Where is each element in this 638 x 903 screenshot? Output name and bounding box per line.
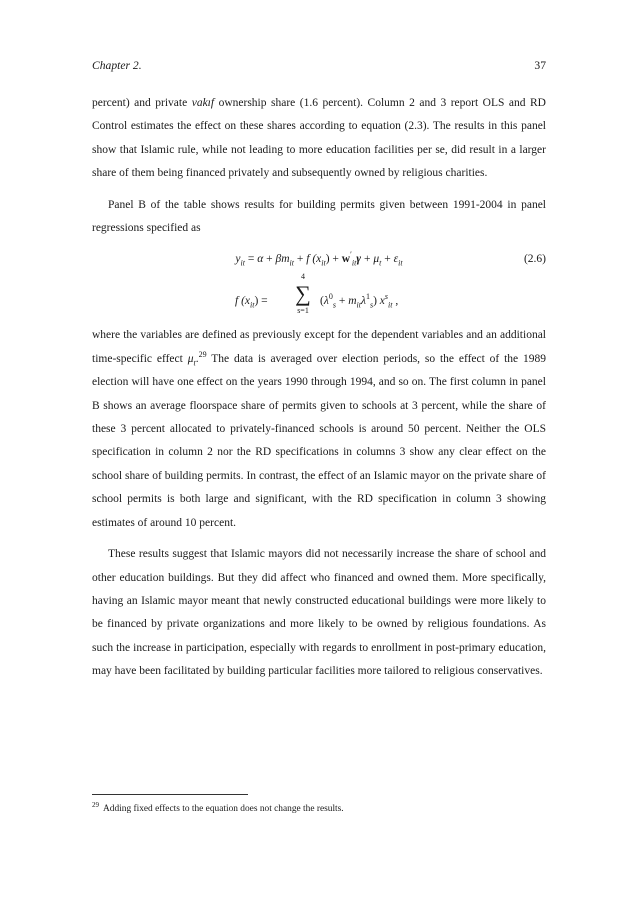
summation-symbol: 4 ∑ s=1 [295,272,311,316]
paragraph-2: Panel B of the table shows results for building permits given between 1991-2004 in panel regressions specified as [92,198,546,235]
paragraph-3: where the variables are defined as previously except for the dependent variables and an additional time-specific effect $\mu_t.^{29}$ The data is averaged over election periods, so the effect of the 1989 election will have one effect on the years 1990 through 1994, and so on. The first column in panel B shows an average floorspace share of permits given to schools at 3 percent, while the share of these 3 percent allocated to privately-financed schools is around 50 percent. Neither the OLS specification in column 2 nor the RD specifications in columns 3 show any clear effect on the school share of building permits. In contrast, the effect of an Islamic mayor on the private share of school permits is both large and significant, with the RD specification in column 3 showing estimates of around 10 percent. [92,329,546,529]
footnote [92,801,344,814]
text-segment: percent) and private [92,97,192,109]
equation-number: (2.6) [523,253,546,266]
paragraph-4: These results suggest that Islamic mayors did not necessarily increase the share of school and other education buildings. But they did affect who financed and owned them. More specifically, having an Islamic mayor meant that newly constructed educational buildings were more likely to be financed by private organizations and more likely to be owned by religious foundations. As such the increase in participation, especially with regards to enrollment in post-primary education, may have been facilitated by building particular facilities more tailored to religious conservatives. [92,548,546,678]
running-header [92,59,546,77]
italic-term: vakıf [191,97,215,109]
equation-polynomial [92,272,546,324]
equation-rhs: $(\lambda^0_s + m_{it}\lambda^1_s)$ $x^s_{it}$ , [320,292,399,310]
footnote-mark: 29 [92,801,99,809]
footnote-divider [92,794,248,795]
body-text [92,92,546,684]
text-segment: ownership share (1.6 percent). Column 2 and 3 report OLS and RD Control estimates the effect on these shares according to equation (2.3). The results in this panel show that Islamic rule, while not leading to more education facilities per se, did result in a larger share of them being financed privately and subsequently owned by religious charities. [92,97,546,180]
page-number: 37 [534,59,546,72]
equation-lhs: f $(x_{it})$ = [235,295,268,310]
equation-body: $y_{it} = \alpha + \beta m_{it} + f$ $(x_{it}) + w'_{it}\gamma + \mu_t + \varepsilon_{it}$ [235,250,403,268]
chapter-title: Chapter 2. [92,59,142,72]
footnote-text: Adding fixed effects to the equation does not change the results. [103,804,344,815]
paragraph-1 [92,92,546,186]
footnote-reference[interactable]: 29 [198,350,207,360]
